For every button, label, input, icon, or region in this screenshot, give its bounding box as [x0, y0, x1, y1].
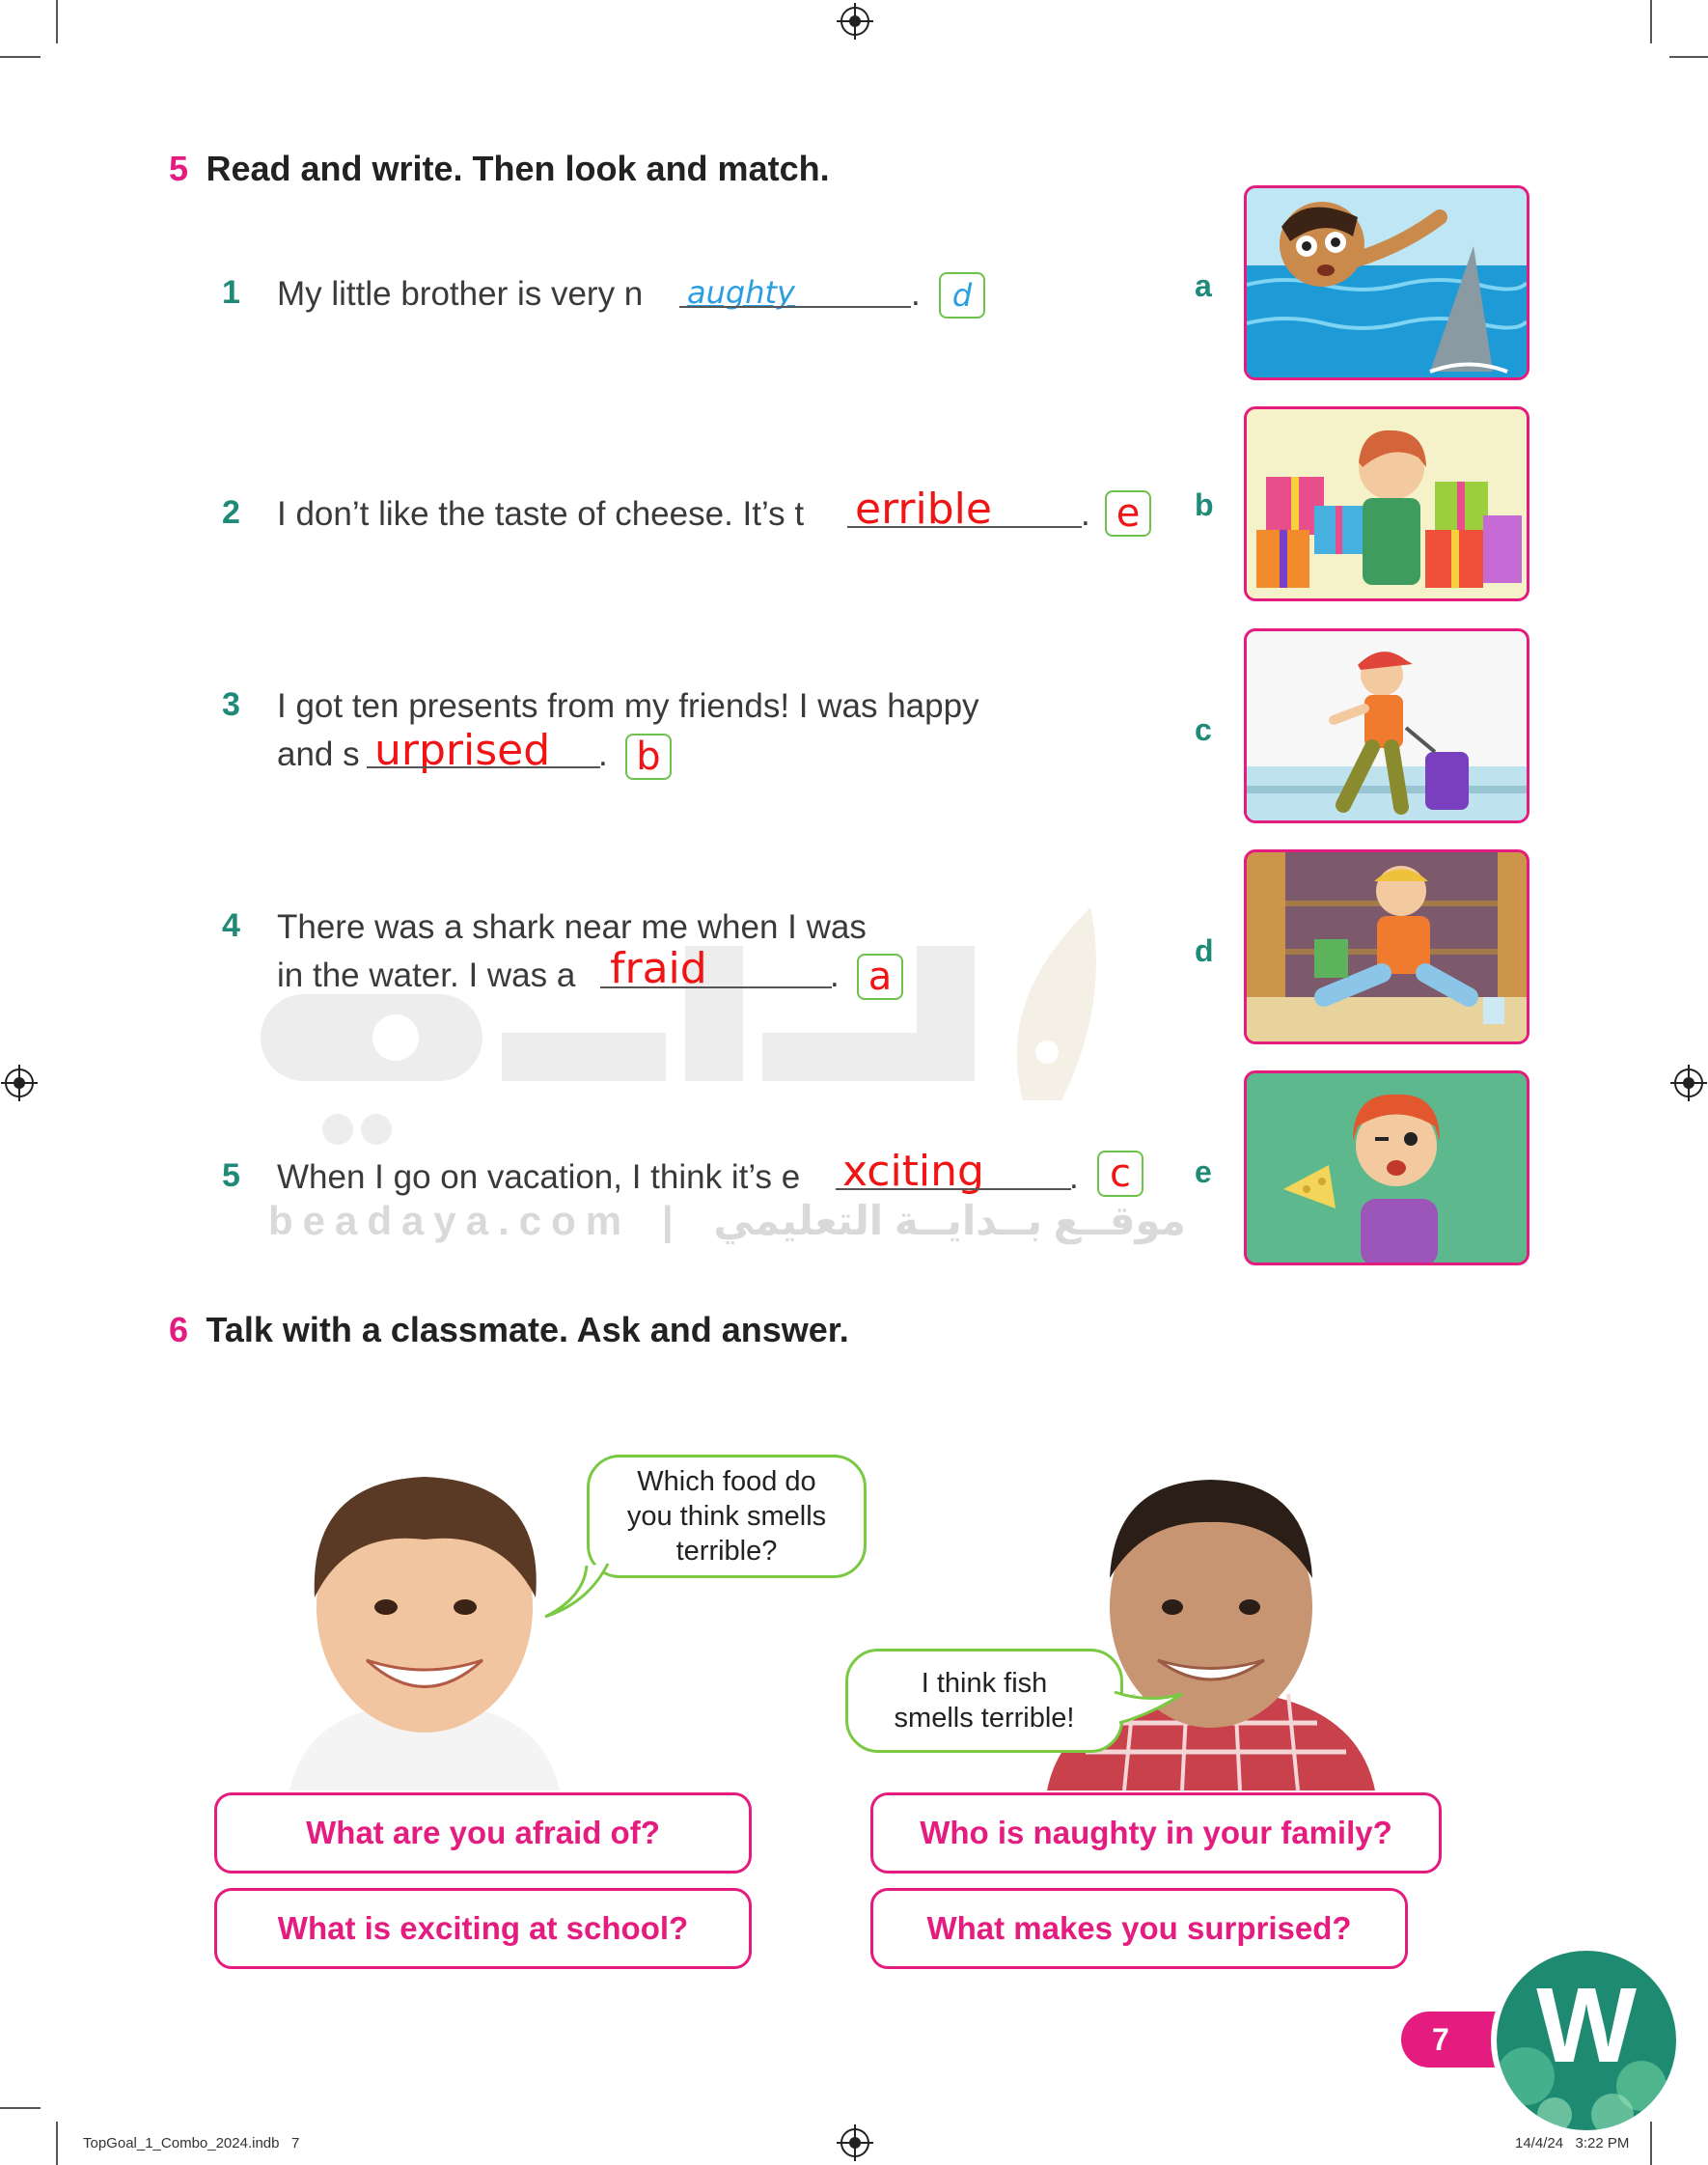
item-5-before: When I go on vacation, I think it’s e — [277, 1158, 801, 1196]
exercise-5-heading — [169, 149, 830, 189]
question-box: What are you afraid of? — [214, 1792, 752, 1874]
workbook-badge — [1491, 1945, 1682, 2136]
item-2-end: . — [1081, 495, 1090, 533]
picture-a-swimming-shark — [1244, 185, 1529, 380]
bubble-left-line: you think smells — [626, 1501, 827, 1532]
crop-mark — [0, 2107, 41, 2109]
item-1-answer[interactable]: aughty — [687, 274, 795, 311]
item-3-blank — [367, 766, 600, 768]
item-1-blank — [679, 306, 911, 308]
item-number: 2 — [222, 494, 240, 531]
item-2-match-box[interactable] — [1105, 490, 1151, 537]
registration-mark — [840, 2128, 869, 2157]
badge-letter: W — [1536, 1966, 1637, 2085]
item-2-before: I don’t like the taste of cheese. It’s t — [277, 495, 805, 533]
item-number: 1 — [222, 274, 240, 311]
item-3-line1: I got ten presents from my friends! I was happy — [277, 687, 979, 725]
exercise-number: 5 — [169, 149, 189, 188]
item-3-match-box[interactable] — [625, 734, 672, 780]
picture-letter-a: a — [1195, 268, 1212, 303]
item-2-answer[interactable]: errible — [855, 485, 992, 534]
item-5-end: . — [1069, 1158, 1079, 1196]
registration-mark — [1674, 1069, 1703, 1097]
item-5-blank — [836, 1188, 1071, 1190]
picture-b-girl-presents — [1244, 406, 1529, 601]
item-2-match: e — [1116, 491, 1141, 536]
item-3-end: . — [598, 736, 608, 773]
question-box: What makes you surprised? — [870, 1888, 1408, 1969]
item-4-blank — [600, 986, 832, 988]
item-5-match-box[interactable] — [1097, 1151, 1143, 1197]
picture-letter-c: c — [1195, 712, 1212, 747]
watermark-logo — [241, 849, 1110, 1168]
item-number: 5 — [222, 1157, 240, 1194]
picture-letter-e: e — [1195, 1154, 1212, 1189]
picture-d-naughty-boy — [1244, 849, 1529, 1044]
item-1-match-box[interactable] — [939, 272, 985, 319]
item-3-before: and s — [277, 736, 360, 773]
watermark-domain: beadaya.com — [268, 1198, 632, 1243]
watermark-separator: | — [661, 1198, 683, 1243]
picture-letter-d: d — [1195, 933, 1214, 968]
item-number: 3 — [222, 686, 240, 723]
picture-c-boy-suitcase — [1244, 628, 1529, 823]
picture-letter-b: b — [1195, 487, 1214, 522]
crop-mark — [1669, 56, 1708, 58]
item-4-before: in the water. I was a — [277, 957, 576, 994]
question-box: What is exciting at school? — [214, 1888, 752, 1969]
item-4-line1: There was a shark near me when I was — [277, 908, 867, 946]
picture-e-girl-cheese — [1244, 1070, 1529, 1265]
item-1-match: d — [951, 277, 973, 314]
footer-file: TopGoal_1_Combo_2024.indb 7 — [83, 2135, 300, 2151]
item-1-before: My little brother is very n — [277, 275, 644, 313]
item-1-end: . — [911, 275, 921, 313]
watermark-arabic: موقــع بــدايــة التعليمي — [713, 1198, 1186, 1243]
registration-mark — [840, 7, 869, 36]
item-3-match: b — [636, 735, 661, 779]
question-box: Who is naughty in your family? — [870, 1792, 1442, 1874]
item-4-match: a — [868, 955, 893, 999]
bubble-right-line: smells terrible! — [894, 1703, 1075, 1734]
speech-bubble-tail — [540, 1554, 618, 1622]
exercise-number: 6 — [169, 1310, 189, 1349]
page-number: 7 — [1432, 2021, 1449, 2057]
item-5-answer[interactable]: xciting — [842, 1147, 984, 1196]
item-number: 4 — [222, 907, 240, 944]
crop-mark — [56, 2122, 58, 2165]
item-4-match-box[interactable] — [857, 954, 903, 1000]
item-2-blank — [847, 526, 1082, 528]
crop-mark — [0, 56, 41, 58]
exercise-title: Talk with a classmate. Ask and answer. — [206, 1310, 849, 1349]
speech-bubble-right — [845, 1649, 1123, 1753]
item-5-match: c — [1110, 1152, 1131, 1196]
exercise-6-heading — [169, 1310, 849, 1350]
speech-bubble-tail — [1110, 1684, 1187, 1733]
speech-bubble-left — [587, 1455, 867, 1578]
item-4-end: . — [830, 957, 840, 994]
bubble-left-line: Which food do — [637, 1466, 816, 1497]
item-4-answer[interactable]: fraid — [610, 944, 707, 993]
item-1-text — [277, 270, 643, 319]
registration-mark — [5, 1069, 34, 1097]
bubble-left-line: terrible? — [675, 1536, 778, 1567]
footer-timestamp: 14/4/24 3:22 PM — [1515, 2135, 1630, 2151]
photo-left-boy — [251, 1462, 598, 1790]
bubble-right-line: I think fish — [921, 1668, 1048, 1699]
crop-mark — [56, 0, 58, 43]
crop-mark — [1650, 0, 1652, 43]
exercise-title: Read and write. Then look and match. — [206, 149, 830, 188]
item-3-answer[interactable]: urprised — [374, 726, 551, 775]
